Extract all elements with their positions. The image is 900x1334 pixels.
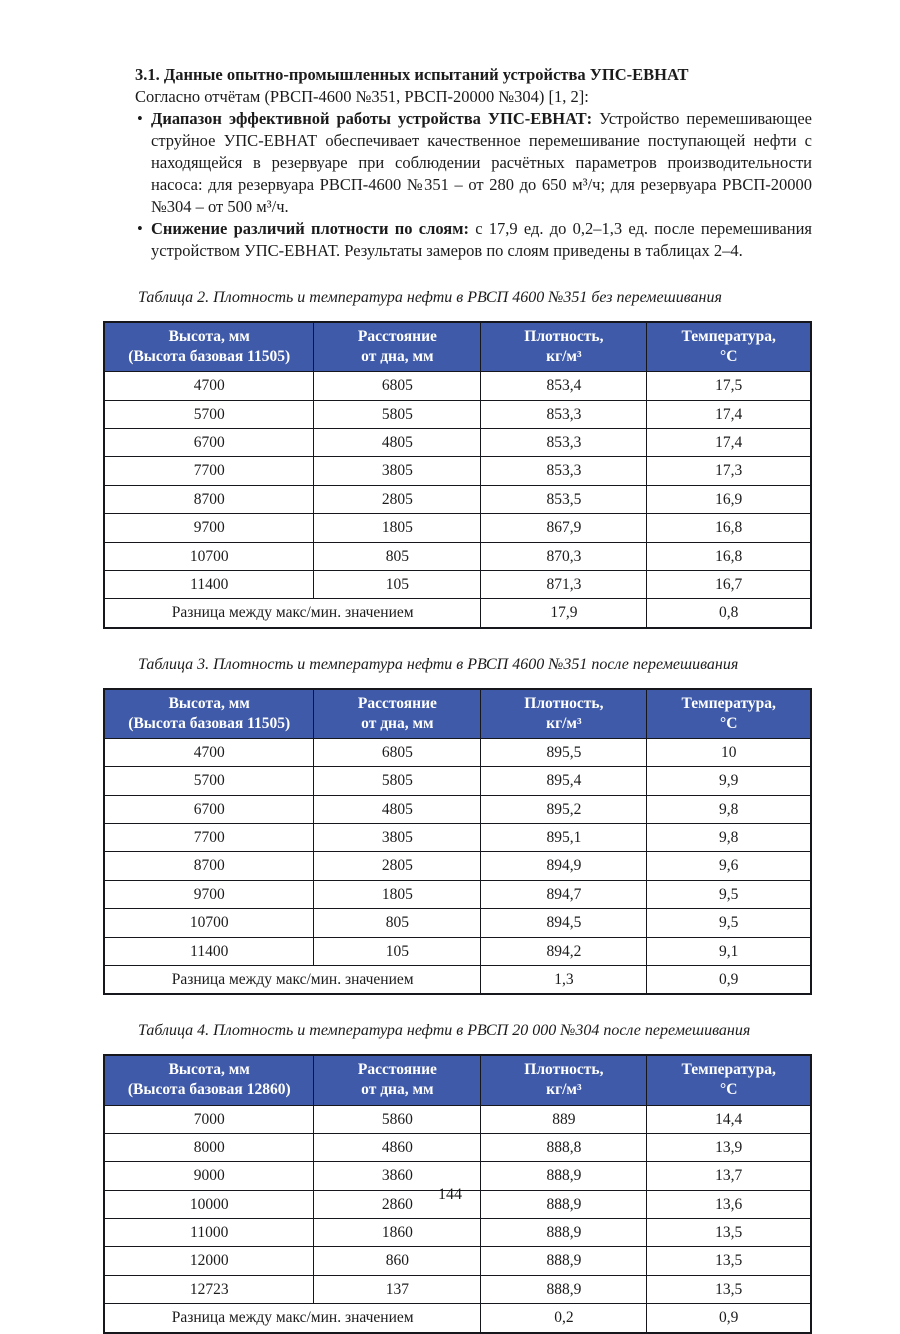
table-cell: 895,4 <box>481 767 647 795</box>
table-cell: 10700 <box>104 542 314 570</box>
table-row <box>104 372 811 400</box>
table-cell: 805 <box>314 909 481 937</box>
table-cell: 888,9 <box>481 1190 647 1218</box>
table-cell: 16,9 <box>647 485 811 513</box>
summary-value: 1,3 <box>481 965 647 994</box>
summary-row <box>104 1304 811 1333</box>
table-cell: 9000 <box>104 1162 314 1190</box>
table-cell: 894,7 <box>481 880 647 908</box>
table-cell: 5700 <box>104 400 314 428</box>
table-cell: 3805 <box>314 457 481 485</box>
table-cell: 2860 <box>314 1190 481 1218</box>
bullet-item-density <box>151 218 812 262</box>
table-2-section <box>103 288 812 629</box>
table-cell: 888,9 <box>481 1162 647 1190</box>
table-cell: 6700 <box>104 795 314 823</box>
summary-label: Разница между макс/мин. значением <box>104 965 481 994</box>
table-cell: 870,3 <box>481 542 647 570</box>
table-row <box>104 485 811 513</box>
column-header: Высота, мм (Высота базовая 11505) <box>104 322 314 372</box>
table-cell: 12000 <box>104 1247 314 1275</box>
column-header: Плотность, кг/м³ <box>481 1055 647 1105</box>
column-header: Температура, °С <box>647 322 811 372</box>
column-header: Плотность, кг/м³ <box>481 689 647 739</box>
bullet-bold-lead: Диапазон эффективной работы устройства УПС-ЕВНАТ: <box>151 109 593 128</box>
table-cell: 10 <box>647 738 811 766</box>
table-row <box>104 824 811 852</box>
table-cell: 4805 <box>314 429 481 457</box>
bullet-item-range <box>151 108 812 218</box>
table-cell: 9700 <box>104 880 314 908</box>
table-cell: 894,9 <box>481 852 647 880</box>
summary-label: Разница между макс/мин. значением <box>104 1304 481 1333</box>
table-3-caption: Таблица 3. Плотность и температура нефти в РВСП 4600 №351 после перемешивания <box>138 655 739 673</box>
table-cell: 871,3 <box>481 570 647 598</box>
table-row <box>104 1219 811 1247</box>
header-row <box>104 1055 811 1105</box>
table-cell: 4805 <box>314 795 481 823</box>
table-cell: 9,6 <box>647 852 811 880</box>
table-row <box>104 1133 811 1161</box>
table-cell: 7700 <box>104 824 314 852</box>
table-cell: 4700 <box>104 738 314 766</box>
table-cell: 1805 <box>314 880 481 908</box>
table-cell: 9,8 <box>647 824 811 852</box>
table-cell: 105 <box>314 570 481 598</box>
summary-value: 0,9 <box>647 1304 811 1333</box>
table-cell: 16,8 <box>647 514 811 542</box>
table-cell: 895,2 <box>481 795 647 823</box>
column-header: Расстояние от дна, мм <box>314 689 481 739</box>
table-2 <box>103 321 812 629</box>
summary-row <box>104 965 811 994</box>
bullet-text: Устройство перемешивающее струйное УПС-ЕВНАТ обеспечивает качественное перемешивание поступающей нефти с находящейся в резервуаре при соблюдении расчётных параметров производительности насоса: для резервуара РВСП-4600 №351 – от 280 до 650 м³/ч; для резервуара РВСП-20000 №304 – от 500 м³/ч. <box>151 109 812 216</box>
column-header: Температура, °С <box>647 689 811 739</box>
table-cell: 888,9 <box>481 1247 647 1275</box>
table-cell: 9,5 <box>647 909 811 937</box>
bullet-bold-lead: Снижение различий плотности по слоям: <box>151 219 469 238</box>
table-cell: 2805 <box>314 852 481 880</box>
header-row <box>104 322 811 372</box>
table-4-section <box>103 1021 812 1333</box>
table-cell: 5700 <box>104 767 314 795</box>
table-cell: 889 <box>481 1105 647 1133</box>
bullet-list <box>135 108 812 262</box>
table-cell: 8000 <box>104 1133 314 1161</box>
table-cell: 6805 <box>314 372 481 400</box>
table-cell: 8700 <box>104 852 314 880</box>
table-row <box>104 852 811 880</box>
table-cell: 894,2 <box>481 937 647 965</box>
table-row <box>104 795 811 823</box>
table-cell: 105 <box>314 937 481 965</box>
table-cell: 895,5 <box>481 738 647 766</box>
table-cell: 16,7 <box>647 570 811 598</box>
table-cell: 14,4 <box>647 1105 811 1133</box>
table-cell: 853,5 <box>481 485 647 513</box>
table-cell: 888,9 <box>481 1275 647 1303</box>
table-row <box>104 457 811 485</box>
table-cell: 11400 <box>104 937 314 965</box>
summary-label: Разница между макс/мин. значением <box>104 599 481 628</box>
column-header: Высота, мм (Высота базовая 12860) <box>104 1055 314 1105</box>
bullet-text: с 17,9 ед. до 0,2–1,3 ед. после перемешивания устройством УПС-ЕВНАТ. Результаты замеров по слоям приведены в таблицах 2–4. <box>151 219 812 260</box>
table-cell: 10000 <box>104 1190 314 1218</box>
table-cell: 860 <box>314 1247 481 1275</box>
header-row <box>104 689 811 739</box>
table-cell: 6700 <box>104 429 314 457</box>
table-cell: 4860 <box>314 1133 481 1161</box>
page-number: 144 <box>438 1186 462 1203</box>
table-row <box>104 767 811 795</box>
table-cell: 12723 <box>104 1275 314 1303</box>
table-row <box>104 1247 811 1275</box>
table-row <box>104 1105 811 1133</box>
table-cell: 895,1 <box>481 824 647 852</box>
table-cell: 1805 <box>314 514 481 542</box>
table-cell: 894,5 <box>481 909 647 937</box>
table-cell: 5805 <box>314 767 481 795</box>
table-row <box>104 542 811 570</box>
summary-row <box>104 599 811 628</box>
table-cell: 853,3 <box>481 400 647 428</box>
table-cell: 9,8 <box>647 795 811 823</box>
table-cell: 13,6 <box>647 1190 811 1218</box>
table-cell: 13,5 <box>647 1275 811 1303</box>
table-cell: 2805 <box>314 485 481 513</box>
summary-value: 0,8 <box>647 599 811 628</box>
table-cell: 9,1 <box>647 937 811 965</box>
table-cell: 17,4 <box>647 400 811 428</box>
table-cell: 13,9 <box>647 1133 811 1161</box>
column-header: Высота, мм (Высота базовая 11505) <box>104 689 314 739</box>
section-heading: 3.1. Данные опытно-промышленных испытаний устройства УПС-ЕВНАТ <box>135 65 689 84</box>
table-cell: 888,9 <box>481 1219 647 1247</box>
summary-value: 0,9 <box>647 965 811 994</box>
table-row <box>104 937 811 965</box>
table-cell: 10700 <box>104 909 314 937</box>
intro-paragraph: Согласно отчётам (РВСП-4600 №351, РВСП-20000 №304) [1, 2]: <box>135 87 589 106</box>
table-cell: 853,4 <box>481 372 647 400</box>
table-row <box>104 400 811 428</box>
table-cell: 11400 <box>104 570 314 598</box>
summary-value: 17,9 <box>481 599 647 628</box>
table-cell: 7000 <box>104 1105 314 1133</box>
table-cell: 9700 <box>104 514 314 542</box>
table-cell: 853,3 <box>481 429 647 457</box>
table-cell: 3805 <box>314 824 481 852</box>
table-cell: 137 <box>314 1275 481 1303</box>
table-row <box>104 429 811 457</box>
table-2-caption: Таблица 2. Плотность и температура нефти в РВСП 4600 №351 без перемешивания <box>138 289 722 306</box>
table-row <box>104 514 811 542</box>
table-cell: 4700 <box>104 372 314 400</box>
table-cell: 7700 <box>104 457 314 485</box>
column-header: Расстояние от дна, мм <box>314 1055 481 1105</box>
table-row <box>104 1275 811 1303</box>
table-cell: 3860 <box>314 1162 481 1190</box>
table-cell: 1860 <box>314 1219 481 1247</box>
table-3 <box>103 688 812 996</box>
table-cell: 9,5 <box>647 880 811 908</box>
table-4-caption: Таблица 4. Плотность и температура нефти в РВСП 20 000 №304 после перемешивания <box>138 1022 751 1040</box>
table-row <box>104 738 811 766</box>
table-row <box>104 909 811 937</box>
column-header: Плотность, кг/м³ <box>481 322 647 372</box>
table-cell: 13,5 <box>647 1219 811 1247</box>
table-cell: 13,5 <box>647 1247 811 1275</box>
table-row <box>104 570 811 598</box>
table-cell: 8700 <box>104 485 314 513</box>
table-cell: 13,7 <box>647 1162 811 1190</box>
table-cell: 888,8 <box>481 1133 647 1161</box>
table-cell: 6805 <box>314 738 481 766</box>
table-cell: 9,9 <box>647 767 811 795</box>
table-cell: 5805 <box>314 400 481 428</box>
table-cell: 17,4 <box>647 429 811 457</box>
table-cell: 5860 <box>314 1105 481 1133</box>
table-cell: 11000 <box>104 1219 314 1247</box>
table-cell: 16,8 <box>647 542 811 570</box>
table-row <box>104 880 811 908</box>
table-cell: 17,5 <box>647 372 811 400</box>
column-header: Температура, °С <box>647 1055 811 1105</box>
column-header: Расстояние от дна, мм <box>314 322 481 372</box>
table-cell: 805 <box>314 542 481 570</box>
table-cell: 17,3 <box>647 457 811 485</box>
table-3-section <box>103 655 812 996</box>
table-cell: 867,9 <box>481 514 647 542</box>
summary-value: 0,2 <box>481 1304 647 1333</box>
table-cell: 853,3 <box>481 457 647 485</box>
